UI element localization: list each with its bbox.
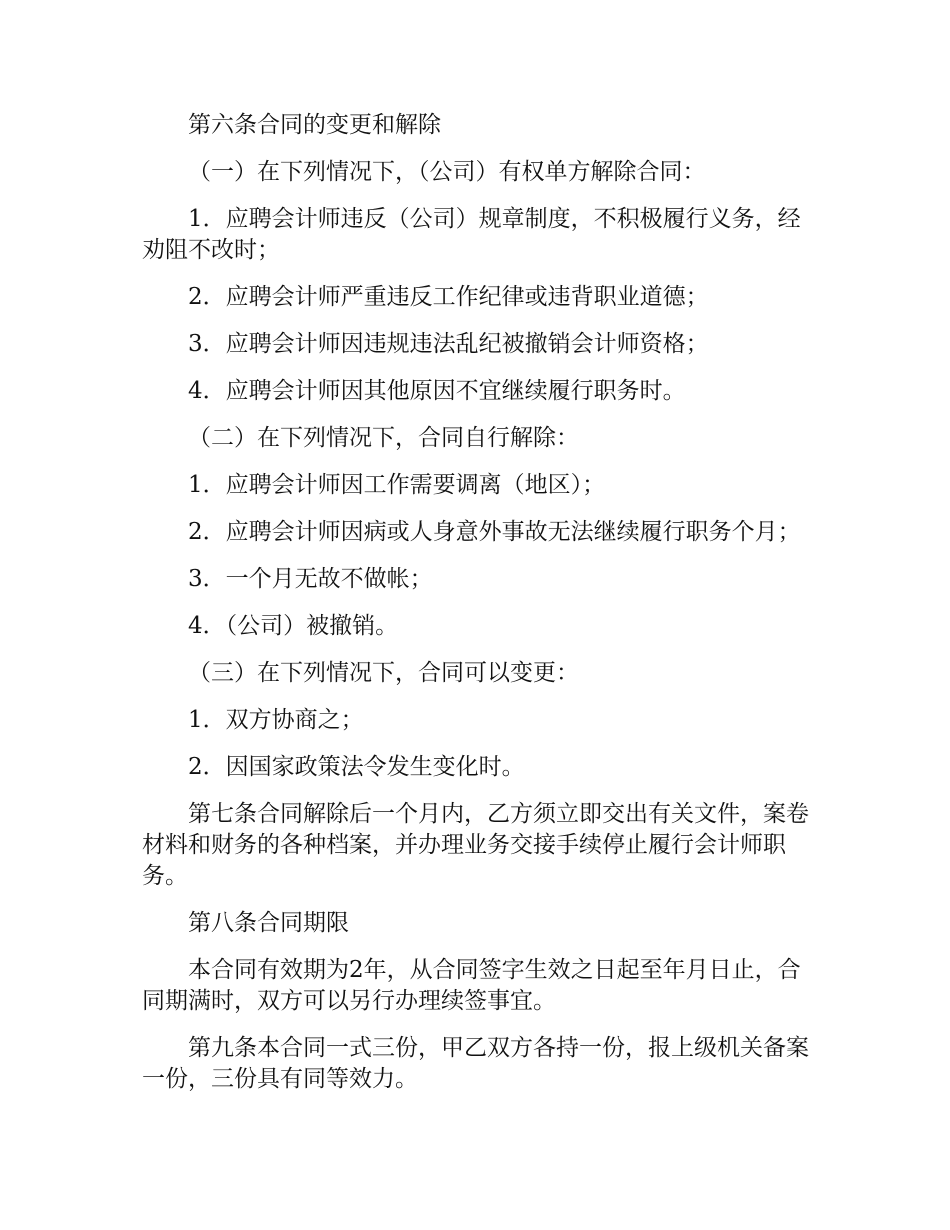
article-8-paragraph: 本合同有效期为2年，从合同签字生效之日起至年月日止，合同期满时，双方可以另行办理续签事宜。 xyxy=(142,957,801,1014)
article-7-paragraph: 第七条合同解除后一个月内，乙方须立即交出有关文件，案卷材料和财务的各种档案，并办理业务交接手续停止履行会计师职务。 xyxy=(142,801,809,889)
section-2-item-3: 3．一个月无故不做帐； xyxy=(188,566,433,592)
section-1-item-3: 3．应聘会计师因违规违法乱纪被撤销会计师资格； xyxy=(188,331,709,357)
section-2-heading: （二）在下列情况下，合同自行解除： xyxy=(188,425,579,451)
section-3-item-2: 2．因国家政策法令发生变化时。 xyxy=(188,754,525,780)
section-2-item-1: 1．应聘会计师因工作需要调离（地区）； xyxy=(188,472,606,498)
section-3-item-1: 1．双方协商之； xyxy=(188,707,364,733)
section-3-heading: （三）在下列情况下，合同可以变更： xyxy=(188,660,579,686)
section-1-item-1: 1．应聘会计师违反（公司）规章制度，不积极履行义务，经劝阻不改时； xyxy=(142,206,801,263)
section-1-heading: （一）在下列情况下，（公司）有权单方解除合同： xyxy=(188,159,706,185)
section-1-item-4: 4．应聘会计师因其他原因不宜继续履行职务时。 xyxy=(188,378,686,404)
section-2-item-2: 2．应聘会计师因病或人身意外事故无法继续履行职务个月； xyxy=(188,519,801,545)
section-1-item-2: 2．应聘会计师严重违反工作纪律或违背职业道德； xyxy=(188,284,709,310)
article-9-paragraph: 第九条本合同一式三份，甲乙双方各持一份，报上级机关备案一份，三份具有同等效力。 xyxy=(142,1035,809,1092)
section-2-item-4: 4．（公司）被撤销。 xyxy=(188,613,399,639)
article-6-heading: 第六条合同的变更和解除 xyxy=(188,112,441,138)
article-8-heading: 第八条合同期限 xyxy=(188,910,349,936)
document-body xyxy=(142,110,814,1111)
